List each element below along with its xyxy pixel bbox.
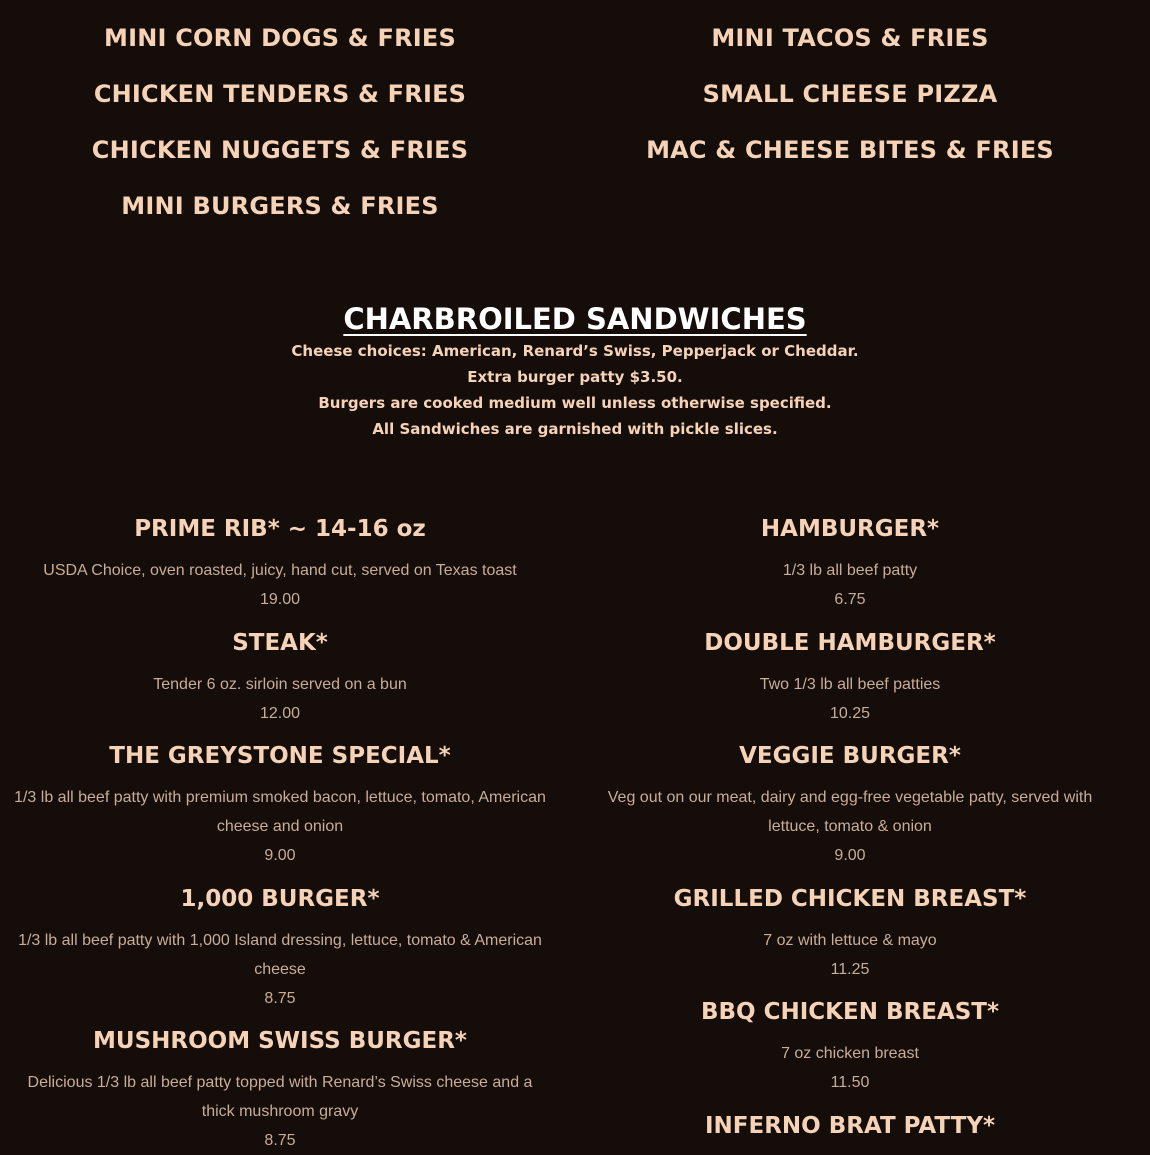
sandwiches-left-column bbox=[10, 0, 550, 1149]
item-price: 11.25 bbox=[830, 961, 870, 978]
item-description: Two 1/3 lb all beef patties bbox=[759, 676, 941, 693]
item-name: HAMBURGER* bbox=[760, 516, 940, 542]
sandwiches-right-column bbox=[580, 0, 1120, 1142]
menu-item-hamburger bbox=[580, 514, 1120, 614]
kids-item-mini-tacos: MINI TACOS & FRIES bbox=[711, 24, 989, 52]
item-description: 1/3 lb all beef patty with 1,000 Island dressing, lettuce, tomato & American cheese bbox=[18, 932, 542, 978]
item-name: THE GREYSTONE SPECIAL* bbox=[109, 743, 451, 769]
menu-item-grilled-chicken-breast bbox=[580, 884, 1120, 984]
menu-item-1000-burger bbox=[10, 884, 550, 1013]
item-description: 7 oz chicken breast bbox=[781, 1045, 919, 1062]
item-description: USDA Choice, oven roasted, juicy, hand cut, served on Texas toast bbox=[43, 562, 517, 579]
item-description: Tender 6 oz. sirloin served on a bun bbox=[153, 676, 407, 693]
item-price: 10.25 bbox=[829, 705, 871, 722]
section-title: CHARBROILED SANDWICHES bbox=[343, 302, 807, 336]
item-price: 8.75 bbox=[264, 1132, 296, 1149]
item-price: 9.00 bbox=[264, 847, 296, 864]
menu-item-bbq-chicken-breast bbox=[580, 997, 1120, 1097]
kids-item-mac-cheese-bites: MAC & CHEESE BITES & FRIES bbox=[646, 136, 1054, 164]
item-price: 12.00 bbox=[259, 705, 301, 722]
item-description: 1/3 lb all beef patty with premium smoked bacon, lettuce, tomato, American cheese and onion bbox=[14, 789, 546, 835]
item-price: 9.00 bbox=[834, 847, 866, 864]
item-name: INFERNO BRAT PATTY* bbox=[704, 1113, 996, 1139]
kids-item-chicken-tenders: CHICKEN TENDERS & FRIES bbox=[93, 80, 467, 108]
item-name: BBQ CHICKEN BREAST* bbox=[700, 999, 999, 1025]
item-name: 1,000 BURGER* bbox=[180, 886, 380, 912]
item-price: 8.75 bbox=[264, 990, 296, 1007]
item-price: 19.00 bbox=[259, 591, 301, 608]
item-name: MUSHROOM SWISS BURGER* bbox=[93, 1028, 467, 1054]
item-price: 6.75 bbox=[834, 591, 866, 608]
menu-item-veggie-burger bbox=[580, 741, 1120, 870]
item-name: DOUBLE HAMBURGER* bbox=[704, 630, 996, 656]
item-name: STEAK* bbox=[232, 630, 328, 656]
kids-item-mini-burgers: MINI BURGERS & FRIES bbox=[121, 192, 439, 220]
garnish-note: All Sandwiches are garnished with pickle slices. bbox=[372, 420, 778, 438]
menu-item-prime-rib bbox=[10, 514, 550, 614]
item-description: 7 oz with lettuce & mayo bbox=[763, 932, 937, 949]
cooking-note: Burgers are cooked medium well unless otherwise specified. bbox=[318, 394, 832, 412]
item-description: Veg out on our meat, dairy and egg-free vegetable patty, served with lettuce, tomato & onion bbox=[607, 789, 1093, 835]
item-price: 11.50 bbox=[830, 1074, 870, 1091]
cheese-choices-note: Cheese choices: American, Renard’s Swiss, Pepperjack or Cheddar. bbox=[291, 342, 859, 360]
menu-item-mushroom-swiss-burger bbox=[10, 1026, 550, 1155]
item-description: 1/3 lb all beef patty bbox=[782, 562, 918, 579]
item-name: VEGGIE BURGER* bbox=[739, 743, 961, 769]
item-name: PRIME RIB* ~ 14-16 oz bbox=[134, 516, 426, 542]
kids-item-chicken-nuggets: CHICKEN NUGGETS & FRIES bbox=[91, 136, 469, 164]
item-name: GRILLED CHICKEN BREAST* bbox=[673, 886, 1027, 912]
extra-patty-note: Extra burger patty $3.50. bbox=[467, 368, 683, 386]
menu-item-double-hamburger bbox=[580, 628, 1120, 728]
menu-item-greystone-special bbox=[10, 741, 550, 870]
kids-item-small-cheese-pizza: SMALL CHEESE PIZZA bbox=[702, 80, 998, 108]
menu-item-inferno-brat-patty bbox=[580, 1111, 1120, 1141]
menu-item-steak bbox=[10, 628, 550, 728]
kids-item-mini-corn-dogs: MINI CORN DOGS & FRIES bbox=[104, 24, 456, 52]
item-description: Delicious 1/3 lb all beef patty topped with Renard’s Swiss cheese and a thick mushroom gravy bbox=[27, 1074, 533, 1120]
